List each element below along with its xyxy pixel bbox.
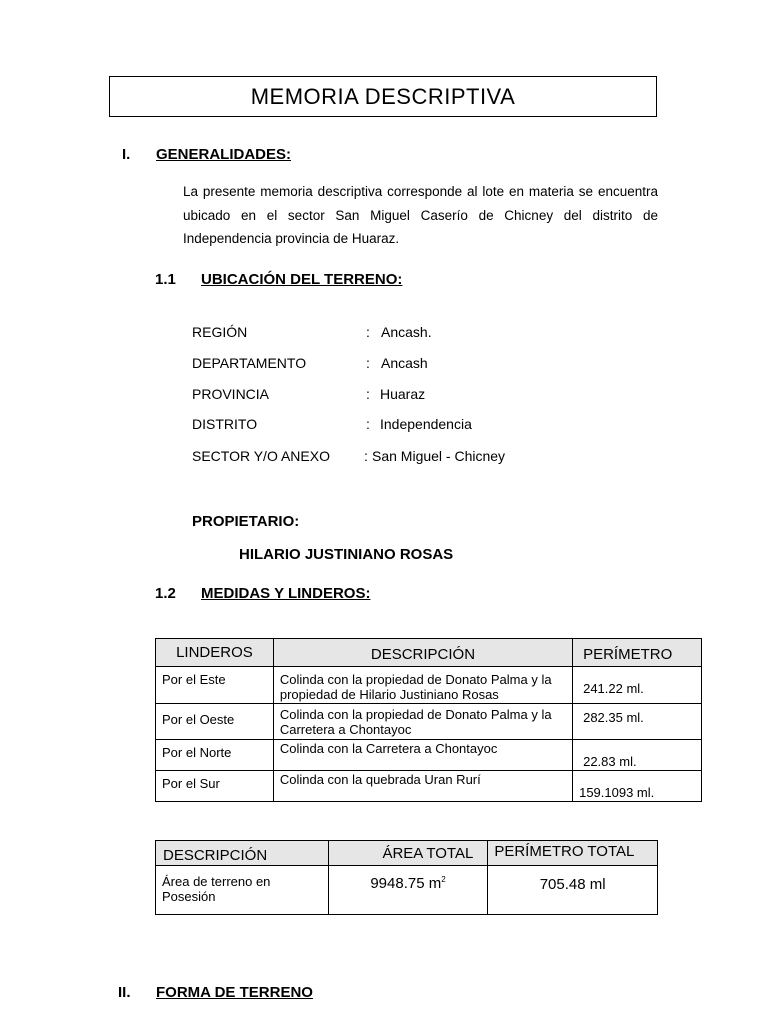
area-header-perimetro: PERÍMETRO TOTAL (488, 841, 658, 866)
lindero-cell: Por el Oeste (156, 704, 274, 740)
section-2-numeral: II. (118, 984, 131, 1001)
linderos-table (155, 638, 702, 802)
area-descripcion-cell: Área de terreno en Posesión (156, 866, 329, 915)
location-value-distrito: Independencia (380, 416, 472, 432)
perimetro-cell: 159.1093 ml. (573, 771, 702, 802)
subsection-1-2-number: 1.2 (155, 585, 176, 602)
descripcion-cell: Colinda con la propiedad de Donato Palma y la Carretera a Chontayoc (273, 704, 572, 740)
header-perimetro: PERÍMETRO (573, 639, 702, 667)
perimetro-cell: 22.83 ml. (573, 740, 702, 771)
subsection-1-2-heading: MEDIDAS Y LINDEROS: (201, 585, 371, 602)
location-label-distrito: DISTRITO (192, 416, 258, 432)
area-header-row (156, 841, 658, 866)
table-row (156, 667, 702, 704)
descripcion-cell: Colinda con la Carretera a Chontayoc (273, 740, 572, 771)
table-row (156, 704, 702, 740)
location-label-region: REGIÓN (192, 324, 248, 340)
location-sep-region: : (366, 324, 370, 340)
table-row (156, 740, 702, 771)
location-value-sector: San Miguel - Chicney (372, 448, 506, 464)
area-value: 9948.75 m (370, 875, 442, 892)
descripcion-cell: Colinda con la propiedad de Donato Palma y la propiedad de Hilario Justiniano Rosas (273, 667, 572, 704)
owner-name: HILARIO JUSTINIANO ROSAS (239, 546, 454, 563)
title-text: MEMORIA DESCRIPTIVA (250, 83, 516, 109)
lindero-cell: Por el Norte (156, 740, 274, 771)
area-table (155, 840, 658, 915)
location-value-region: Ancash. (381, 324, 432, 340)
table-row (156, 771, 702, 802)
location-label-departamento: DEPARTAMENTO (192, 355, 307, 371)
area-header-descripcion: DESCRIPCIÓN (156, 841, 329, 866)
subsection-1-1-number: 1.1 (155, 271, 176, 288)
location-value-provincia: Huaraz (380, 386, 426, 402)
table-row (156, 866, 658, 915)
lindero-cell: Por el Este (156, 667, 274, 704)
descripcion-cell: Colinda con la quebrada Uran Rurí (273, 771, 572, 802)
section-2-heading: FORMA DE TERRENO (156, 984, 313, 1001)
location-sep-distrito: : (366, 416, 370, 432)
section-1-paragraph: La presente memoria descriptiva corresponde al lote en materia se encuentra ubicado en el sector San Miguel Caserío de Chicney del distrito de Independencia provincia de Huaraz. (183, 184, 658, 246)
location-label-provincia: PROVINCIA (192, 386, 270, 402)
owner-label: PROPIETARIO: (192, 513, 300, 530)
section-1-numeral: I. (122, 146, 131, 163)
location-value-departamento: Ancash (381, 355, 428, 371)
table-header-row (156, 639, 702, 667)
location-sep-sector: : (364, 448, 368, 464)
lindero-cell: Por el Sur (156, 771, 274, 802)
area-unit-superscript: 2 (441, 875, 446, 884)
area-header-area: ÁREA TOTAL (328, 841, 488, 866)
header-descripcion: DESCRIPCIÓN (273, 639, 572, 667)
location-sep-provincia: : (366, 386, 370, 402)
perimetro-cell: 282.35 ml. (573, 704, 702, 740)
location-label-sector: SECTOR Y/O ANEXO (192, 448, 330, 464)
perimetro-total-cell: 705.48 ml (488, 866, 658, 915)
subsection-1-1-heading: UBICACIÓN DEL TERRENO: (201, 271, 403, 288)
location-sep-departamento: : (366, 355, 370, 371)
area-value-cell (328, 866, 488, 915)
section-1-heading: GENERALIDADES: (156, 146, 292, 163)
document-title (109, 76, 657, 117)
header-linderos: LINDEROS (156, 639, 274, 667)
perimetro-cell: 241.22 ml. (573, 667, 702, 704)
